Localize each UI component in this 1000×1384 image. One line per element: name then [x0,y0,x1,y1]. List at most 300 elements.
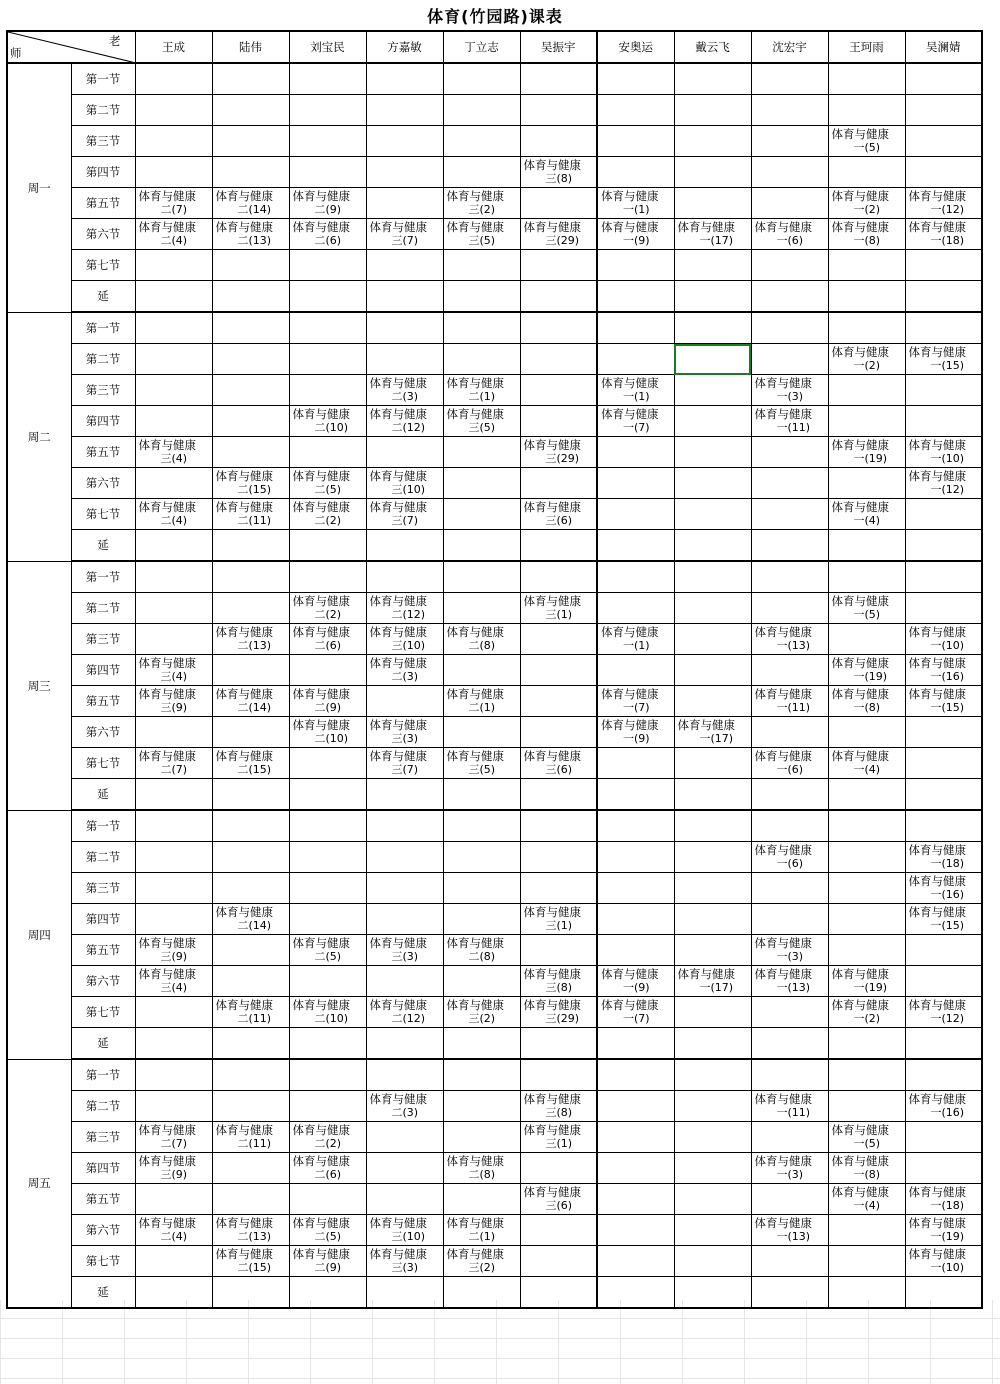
schedule-cell[interactable] [905,1153,982,1184]
schedule-cell[interactable] [135,126,212,157]
schedule-cell[interactable] [597,530,674,562]
schedule-cell[interactable] [751,717,828,748]
schedule-cell[interactable] [520,748,597,779]
schedule-cell[interactable] [212,406,289,437]
schedule-cell[interactable] [905,748,982,779]
schedule-cell[interactable] [828,188,905,219]
schedule-cell[interactable] [520,1277,597,1309]
schedule-cell[interactable] [443,1277,520,1309]
schedule-cell[interactable] [828,126,905,157]
schedule-cell[interactable] [520,499,597,530]
schedule-cell[interactable] [366,1153,443,1184]
schedule-cell[interactable] [443,63,520,95]
schedule-cell[interactable] [366,1091,443,1122]
schedule-cell[interactable] [674,717,751,748]
schedule-cell[interactable] [289,873,366,904]
period-label-cell[interactable]: 第一节 [71,63,135,95]
schedule-cell[interactable] [520,1028,597,1060]
schedule-cell[interactable] [289,219,366,250]
schedule-cell[interactable] [520,624,597,655]
schedule-cell[interactable] [366,530,443,562]
schedule-cell[interactable] [366,1246,443,1277]
schedule-cell[interactable] [828,344,905,375]
schedule-cell[interactable] [289,281,366,313]
schedule-cell[interactable] [443,530,520,562]
schedule-cell[interactable] [366,126,443,157]
period-label-cell[interactable]: 第三节 [71,375,135,406]
schedule-cell[interactable] [751,873,828,904]
schedule-cell[interactable] [520,126,597,157]
schedule-cell[interactable] [520,250,597,281]
schedule-cell[interactable] [289,1246,366,1277]
schedule-cell[interactable] [212,810,289,842]
schedule-cell[interactable] [751,686,828,717]
schedule-cell[interactable] [674,593,751,624]
schedule-cell[interactable] [289,935,366,966]
schedule-cell[interactable] [751,344,828,375]
schedule-cell[interactable] [289,966,366,997]
schedule-cell[interactable] [366,95,443,126]
schedule-cell[interactable] [674,1277,751,1309]
period-label-cell[interactable]: 第四节 [71,904,135,935]
day-label-cell[interactable]: 周三 [7,561,71,810]
schedule-cell[interactable] [520,655,597,686]
schedule-cell[interactable] [751,1277,828,1309]
schedule-cell[interactable] [828,530,905,562]
schedule-cell[interactable] [289,593,366,624]
teacher-header-cell[interactable]: 吴振宇 [520,31,597,63]
schedule-cell[interactable] [597,1059,674,1091]
schedule-cell[interactable] [135,1059,212,1091]
schedule-cell[interactable] [212,842,289,873]
schedule-cell[interactable] [905,375,982,406]
schedule-cell[interactable] [135,219,212,250]
schedule-cell[interactable] [135,437,212,468]
schedule-cell[interactable] [751,1122,828,1153]
schedule-cell[interactable] [366,1122,443,1153]
schedule-cell[interactable] [674,312,751,344]
schedule-cell[interactable] [674,1184,751,1215]
schedule-cell[interactable] [212,873,289,904]
schedule-cell[interactable] [289,842,366,873]
schedule-cell[interactable] [212,966,289,997]
period-label-cell[interactable]: 第三节 [71,873,135,904]
schedule-cell[interactable] [828,406,905,437]
schedule-cell[interactable] [905,1184,982,1215]
schedule-cell[interactable] [751,1091,828,1122]
period-label-cell[interactable]: 第一节 [71,312,135,344]
period-label-cell[interactable]: 第三节 [71,126,135,157]
schedule-cell[interactable] [366,966,443,997]
teacher-header-cell[interactable]: 王成 [135,31,212,63]
schedule-cell[interactable] [520,779,597,811]
schedule-cell[interactable] [366,281,443,313]
schedule-cell[interactable] [366,63,443,95]
schedule-cell[interactable] [289,686,366,717]
schedule-cell[interactable] [905,437,982,468]
schedule-cell[interactable] [443,593,520,624]
schedule-cell[interactable] [905,281,982,313]
schedule-cell[interactable] [597,468,674,499]
schedule-cell[interactable] [520,686,597,717]
schedule-cell[interactable] [520,1153,597,1184]
schedule-cell[interactable] [597,95,674,126]
schedule-cell[interactable] [443,717,520,748]
schedule-cell[interactable] [828,468,905,499]
schedule-cell[interactable] [597,1091,674,1122]
schedule-cell[interactable] [289,468,366,499]
schedule-cell[interactable] [905,873,982,904]
schedule-cell[interactable] [443,1215,520,1246]
schedule-cell[interactable] [443,935,520,966]
schedule-cell[interactable] [674,1122,751,1153]
schedule-cell[interactable] [674,997,751,1028]
schedule-cell[interactable] [674,281,751,313]
period-label-cell[interactable]: 延 [71,281,135,313]
schedule-cell[interactable] [366,188,443,219]
period-label-cell[interactable]: 第六节 [71,966,135,997]
schedule-cell[interactable] [135,406,212,437]
schedule-cell[interactable] [212,748,289,779]
schedule-cell[interactable] [751,63,828,95]
schedule-cell[interactable] [289,1028,366,1060]
schedule-cell[interactable] [212,1153,289,1184]
schedule-cell[interactable] [905,997,982,1028]
schedule-cell[interactable] [828,1091,905,1122]
period-label-cell[interactable]: 第二节 [71,842,135,873]
schedule-cell[interactable] [212,1215,289,1246]
schedule-cell[interactable] [674,873,751,904]
period-label-cell[interactable]: 延 [71,779,135,811]
schedule-cell[interactable] [443,655,520,686]
schedule-cell[interactable] [212,561,289,593]
schedule-cell[interactable] [289,188,366,219]
schedule-cell[interactable] [597,1246,674,1277]
schedule-cell[interactable] [520,935,597,966]
schedule-cell[interactable] [289,157,366,188]
schedule-cell[interactable] [135,312,212,344]
schedule-cell[interactable] [135,561,212,593]
schedule-cell[interactable] [135,593,212,624]
schedule-cell[interactable] [520,437,597,468]
schedule-cell[interactable] [674,188,751,219]
schedule-cell[interactable] [212,686,289,717]
schedule-cell[interactable] [289,1184,366,1215]
schedule-cell[interactable] [751,375,828,406]
schedule-cell[interactable] [289,1215,366,1246]
period-label-cell[interactable]: 第二节 [71,95,135,126]
schedule-cell[interactable] [520,1246,597,1277]
schedule-cell[interactable] [828,1153,905,1184]
schedule-cell[interactable] [443,95,520,126]
schedule-cell[interactable] [597,935,674,966]
schedule-cell[interactable] [366,406,443,437]
schedule-cell[interactable] [597,904,674,935]
schedule-cell[interactable] [443,188,520,219]
schedule-cell[interactable] [905,63,982,95]
schedule-cell[interactable] [751,406,828,437]
schedule-cell[interactable] [212,126,289,157]
schedule-cell[interactable] [597,717,674,748]
schedule-cell[interactable] [135,810,212,842]
schedule-cell[interactable] [289,95,366,126]
schedule-cell[interactable] [443,281,520,313]
schedule-cell[interactable] [905,935,982,966]
schedule-cell[interactable] [520,312,597,344]
teacher-header-cell[interactable]: 丁立志 [443,31,520,63]
schedule-cell[interactable] [751,219,828,250]
schedule-cell[interactable] [212,935,289,966]
schedule-cell[interactable] [597,281,674,313]
schedule-cell[interactable] [597,219,674,250]
schedule-cell[interactable] [212,219,289,250]
schedule-cell[interactable] [597,1153,674,1184]
schedule-cell[interactable] [135,904,212,935]
schedule-cell[interactable] [905,842,982,873]
schedule-cell[interactable] [520,406,597,437]
schedule-cell[interactable] [674,935,751,966]
schedule-cell[interactable] [674,1059,751,1091]
schedule-cell[interactable] [828,157,905,188]
schedule-cell[interactable] [597,997,674,1028]
schedule-cell[interactable] [828,935,905,966]
schedule-cell[interactable] [597,188,674,219]
schedule-cell[interactable] [289,561,366,593]
schedule-cell[interactable] [443,1059,520,1091]
schedule-cell[interactable] [520,344,597,375]
schedule-cell[interactable] [443,499,520,530]
schedule-cell[interactable] [828,717,905,748]
schedule-cell[interactable] [135,1277,212,1309]
schedule-cell[interactable] [443,904,520,935]
schedule-cell[interactable] [751,748,828,779]
schedule-cell[interactable] [443,437,520,468]
schedule-cell[interactable] [289,810,366,842]
schedule-cell[interactable] [597,1184,674,1215]
schedule-cell[interactable] [674,1246,751,1277]
schedule-cell[interactable] [674,219,751,250]
period-label-cell[interactable]: 第一节 [71,1059,135,1091]
schedule-cell[interactable] [443,312,520,344]
schedule-cell[interactable] [289,1153,366,1184]
schedule-cell[interactable] [674,1215,751,1246]
schedule-cell[interactable] [751,499,828,530]
schedule-cell[interactable] [366,748,443,779]
schedule-cell[interactable] [135,1215,212,1246]
schedule-cell[interactable] [443,873,520,904]
schedule-cell[interactable] [443,561,520,593]
schedule-cell[interactable] [905,250,982,281]
period-label-cell[interactable]: 第四节 [71,1153,135,1184]
schedule-cell[interactable] [828,95,905,126]
schedule-cell[interactable] [905,188,982,219]
period-label-cell[interactable]: 延 [71,530,135,562]
period-label-cell[interactable]: 第六节 [71,468,135,499]
schedule-cell[interactable] [751,1184,828,1215]
teacher-header-cell[interactable]: 戴云飞 [674,31,751,63]
schedule-cell[interactable] [289,406,366,437]
schedule-cell[interactable] [212,1059,289,1091]
schedule-cell[interactable] [443,966,520,997]
schedule-cell[interactable] [674,468,751,499]
schedule-cell[interactable] [135,997,212,1028]
schedule-cell[interactable] [135,1091,212,1122]
schedule-cell[interactable] [751,188,828,219]
schedule-cell[interactable] [366,842,443,873]
schedule-cell[interactable] [443,1184,520,1215]
schedule-cell[interactable] [905,1246,982,1277]
schedule-cell[interactable] [828,842,905,873]
schedule-cell[interactable] [751,468,828,499]
schedule-cell[interactable] [135,499,212,530]
period-label-cell[interactable]: 第七节 [71,997,135,1028]
schedule-cell[interactable] [520,281,597,313]
schedule-cell[interactable] [366,219,443,250]
schedule-cell[interactable] [828,219,905,250]
schedule-cell[interactable] [212,1246,289,1277]
schedule-cell[interactable] [289,1277,366,1309]
schedule-cell[interactable] [520,95,597,126]
schedule-cell[interactable] [212,250,289,281]
schedule-cell[interactable] [443,126,520,157]
schedule-cell[interactable] [366,873,443,904]
schedule-cell[interactable] [828,499,905,530]
schedule-cell[interactable] [520,904,597,935]
schedule-cell[interactable] [751,126,828,157]
schedule-cell[interactable] [905,810,982,842]
schedule-cell[interactable] [212,157,289,188]
schedule-cell[interactable] [828,810,905,842]
schedule-cell[interactable] [443,779,520,811]
schedule-cell[interactable] [135,530,212,562]
schedule-cell[interactable] [905,779,982,811]
schedule-cell[interactable] [135,935,212,966]
schedule-cell[interactable] [135,779,212,811]
schedule-cell[interactable] [366,779,443,811]
schedule-cell[interactable] [905,561,982,593]
schedule-cell[interactable] [674,1091,751,1122]
schedule-cell[interactable] [674,748,751,779]
schedule-cell[interactable] [135,655,212,686]
schedule-cell[interactable] [828,63,905,95]
schedule-cell[interactable] [674,250,751,281]
period-label-cell[interactable]: 第七节 [71,250,135,281]
schedule-cell[interactable] [212,717,289,748]
schedule-cell[interactable] [828,312,905,344]
schedule-cell[interactable] [751,842,828,873]
schedule-cell[interactable] [212,1091,289,1122]
schedule-cell[interactable] [289,126,366,157]
schedule-cell[interactable] [905,95,982,126]
schedule-cell[interactable] [520,188,597,219]
period-label-cell[interactable]: 延 [71,1028,135,1060]
period-label-cell[interactable]: 第一节 [71,810,135,842]
schedule-cell[interactable] [597,655,674,686]
schedule-cell[interactable] [366,1059,443,1091]
schedule-cell[interactable] [289,250,366,281]
schedule-cell[interactable] [212,499,289,530]
schedule-cell[interactable] [905,1028,982,1060]
schedule-cell[interactable] [366,1215,443,1246]
schedule-cell[interactable] [520,1184,597,1215]
schedule-cell[interactable] [212,95,289,126]
schedule-cell[interactable] [674,1028,751,1060]
schedule-cell[interactable] [674,1153,751,1184]
schedule-cell[interactable] [366,561,443,593]
schedule-cell[interactable] [289,717,366,748]
schedule-cell[interactable] [520,593,597,624]
schedule-cell[interactable] [212,655,289,686]
schedule-cell[interactable] [520,1215,597,1246]
schedule-cell[interactable] [443,468,520,499]
schedule-cell[interactable] [289,655,366,686]
schedule-cell[interactable] [597,1215,674,1246]
schedule-cell[interactable] [828,686,905,717]
schedule-cell[interactable] [520,375,597,406]
schedule-cell[interactable] [366,686,443,717]
schedule-cell[interactable] [905,468,982,499]
schedule-cell[interactable] [289,344,366,375]
schedule-cell[interactable] [289,904,366,935]
schedule-cell[interactable] [135,157,212,188]
schedule-cell[interactable] [751,1215,828,1246]
selected-schedule-cell[interactable] [674,344,751,375]
schedule-cell[interactable] [905,686,982,717]
period-label-cell[interactable]: 第四节 [71,157,135,188]
schedule-cell[interactable] [443,344,520,375]
period-label-cell[interactable]: 第二节 [71,593,135,624]
period-label-cell[interactable]: 第五节 [71,935,135,966]
day-label-cell[interactable]: 周一 [7,63,71,312]
schedule-cell[interactable] [751,1028,828,1060]
schedule-cell[interactable] [674,966,751,997]
schedule-cell[interactable] [828,1184,905,1215]
schedule-cell[interactable] [366,1184,443,1215]
schedule-cell[interactable] [366,468,443,499]
schedule-cell[interactable] [289,375,366,406]
schedule-cell[interactable] [751,561,828,593]
schedule-cell[interactable] [674,437,751,468]
schedule-cell[interactable] [289,312,366,344]
schedule-cell[interactable] [597,1028,674,1060]
schedule-cell[interactable] [212,1277,289,1309]
day-label-cell[interactable]: 周五 [7,1059,71,1308]
schedule-cell[interactable] [520,219,597,250]
schedule-cell[interactable] [905,1091,982,1122]
schedule-cell[interactable] [828,281,905,313]
schedule-cell[interactable] [289,997,366,1028]
schedule-cell[interactable] [905,1122,982,1153]
schedule-cell[interactable] [828,997,905,1028]
schedule-cell[interactable] [674,406,751,437]
teacher-header-cell[interactable]: 安奥运 [597,31,674,63]
schedule-cell[interactable] [905,126,982,157]
schedule-cell[interactable] [674,499,751,530]
schedule-cell[interactable] [828,1246,905,1277]
schedule-cell[interactable] [212,624,289,655]
schedule-cell[interactable] [135,375,212,406]
period-label-cell[interactable]: 第五节 [71,437,135,468]
schedule-cell[interactable] [135,63,212,95]
schedule-cell[interactable] [212,437,289,468]
schedule-cell[interactable] [366,717,443,748]
schedule-cell[interactable] [135,250,212,281]
schedule-cell[interactable] [135,1184,212,1215]
schedule-cell[interactable] [674,624,751,655]
schedule-cell[interactable] [905,344,982,375]
schedule-cell[interactable] [443,997,520,1028]
schedule-cell[interactable] [828,375,905,406]
